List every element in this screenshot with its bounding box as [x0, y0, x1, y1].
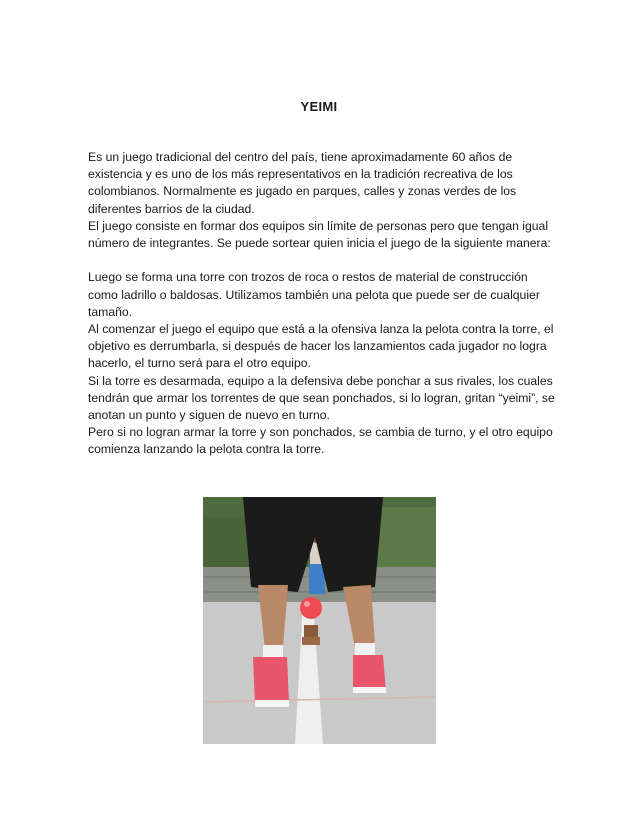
- document-body: [88, 149, 558, 459]
- paragraph-gap: [88, 252, 558, 269]
- paragraph: Es un juego tradicional del centro del país, tiene aproximadamente 60 años de existencia y es uno de los más representativos en la tradición recreativa de los colombianos. Normalmente es jugado en parques, calles y zonas verdes de los diferentes barrios de la ciudad.: [88, 150, 517, 216]
- paragraph: El juego consiste en formar dos equipos sin límite de personas pero que tengan igual número de integrantes. Se puede sortear quien inicia el juego de la siguiente manera:: [88, 218, 551, 251]
- paragraph: Al comenzar el juego el equipo que está a la ofensiva lanza la pelota contra la torre, el objetivo es derrumbarla, si después de hacer los lanzamientos cada jugador no logra hacerlo, el turno será para el otro equipo.: [88, 322, 554, 371]
- paragraph: Pero si no logran armar la torre y son ponchados, se cambia de turno, y el otro equipo comienza lanzando la pelota contra la torre.: [88, 425, 553, 457]
- paragraph: Si la torre es desarmada, equipo a la defensiva debe ponchar a sus rivales, los cuales tendrán que armar los torrentes de que sean ponchados, si lo logran, gritan “yeimi”, se anotan un punto y siguen de nuevo en turno.: [88, 373, 555, 423]
- game-photo: [203, 497, 436, 744]
- paragraph: Luego se forma una torre con trozos de roca o restos de material de construcción como ladrillo o baldosas. Utilizamos también una pelota que puede ser de cualquier tamaño.: [88, 270, 540, 319]
- document-title: YEIMI: [300, 99, 338, 114]
